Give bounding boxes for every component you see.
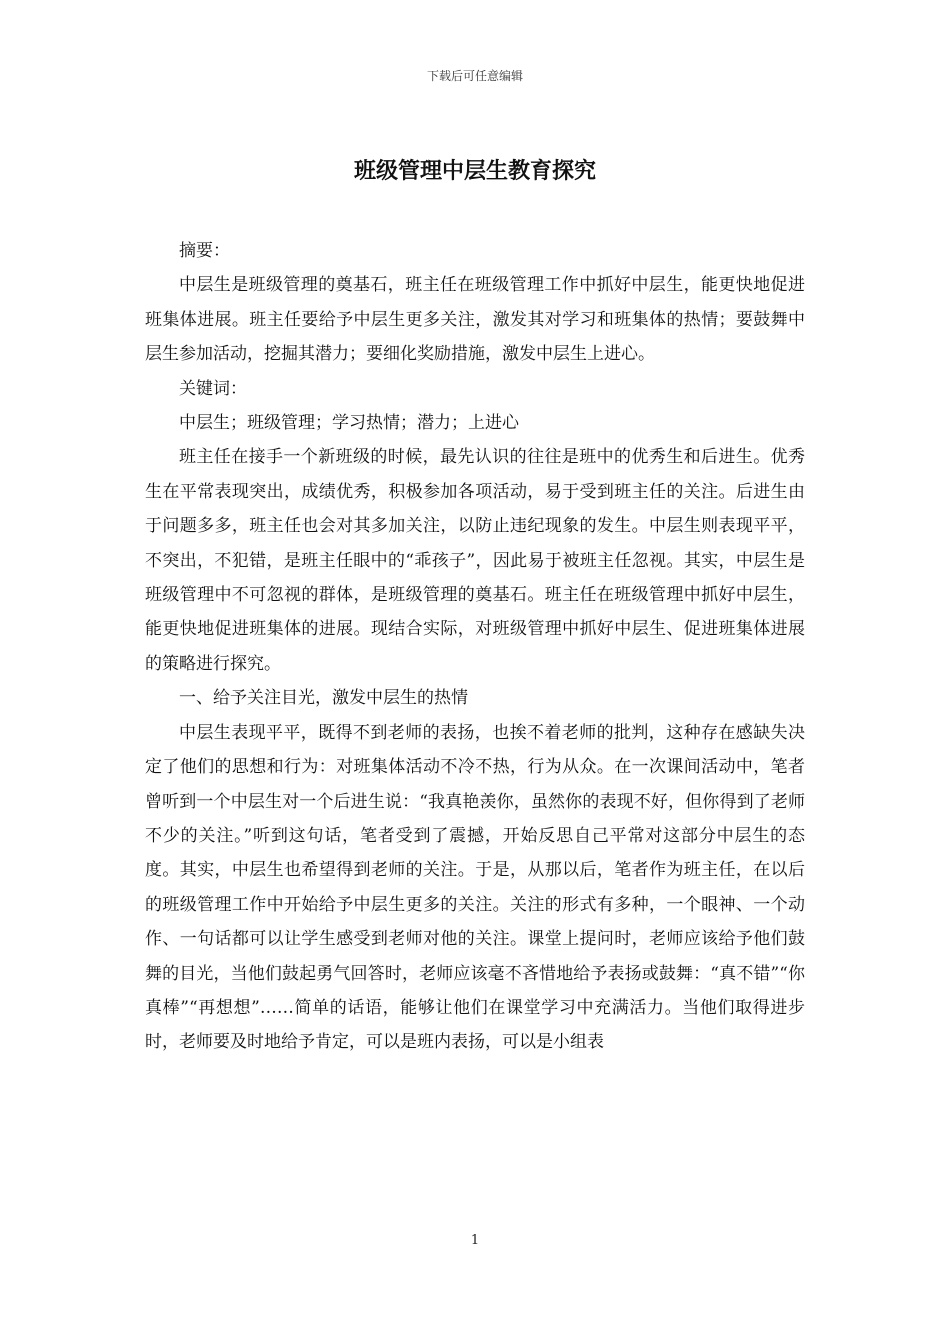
document-body	[145, 234, 805, 1060]
page-header: 下载后可任意编辑	[426, 69, 523, 83]
intro-paragraph: 班主任在接手一个新班级的时候，最先认识的往往是班中的优秀生和后进生。优秀生在平常表现突出，成绩优秀，积极参加各项活动，易于受到班主任的关注。后进生由于问题多多，班主任也会对其多加关注，以防止违纪现象的发生。中层生则表现平平，不突出，不犯错，是班主任眼中的“乖孩子”，因此易于被班主任忽视。其实，中层生是班级管理中不可忽视的群体，是班级管理的奠基石。班主任在班级管理中抓好中层生，能更快地促进班集体的进展。现结合实际，对班级管理中抓好中层生、促进班集体进展的策略进行探究。	[145, 447, 805, 674]
page-number: 1	[470, 1233, 480, 1248]
abstract-paragraph: 中层生是班级管理的奠基石，班主任在班级管理工作中抓好中层生，能更快地促进班集体进展。班主任要给予中层生更多关注，激发其对学习和班集体的热情；要鼓舞中层生参加活动，挖掘其潜力；要细化奖励措施，激发中层生上进心。	[145, 275, 805, 365]
document-title: 班级管理中层生教育探究	[353, 158, 596, 184]
section-heading-1: 一、给予关注目光，激发中层生的热情	[179, 688, 468, 709]
keywords-label: 关键词：	[179, 378, 247, 399]
keywords-paragraph: 中层生；班级管理；学习热情；潜力；上进心	[179, 413, 519, 434]
section-1-paragraph: 中层生表现平平，既得不到老师的表扬，也挨不着老师的批判，这种存在感缺失决定了他们的思想和行为：对班集体活动不冷不热，行为从众。在一次课间活动中，笔者曾听到一个中层生对一个后进生说：“我真艳羡你，虽然你的表现不好，但你得到了老师不少的关注。”听到这句话，笔者受到了震撼，开始反思自己平常对这部分中层生的态度。其实，中层生也希望得到老师的关注。于是，从那以后，笔者作为班主任，在以后的班级管理工作中开始给予中层生更多的关注。关注的形式有多种，一个眼神、一个动作、一句话都可以让学生感受到老师对他的关注。课堂上提问时，老师应该给予他们鼓舞的目光，当他们鼓起勇气回答时，老师应该毫不吝惜地给予表扬或鼓舞：“真不错”“你真棒”“再想想”……简单的话语，能够让他们在课堂学习中充满活力。当他们取得进步时，老师要及时地给予肯定，可以是班内表扬，可以是小组表	[145, 722, 805, 1053]
abstract-label: 摘要：	[179, 241, 230, 261]
